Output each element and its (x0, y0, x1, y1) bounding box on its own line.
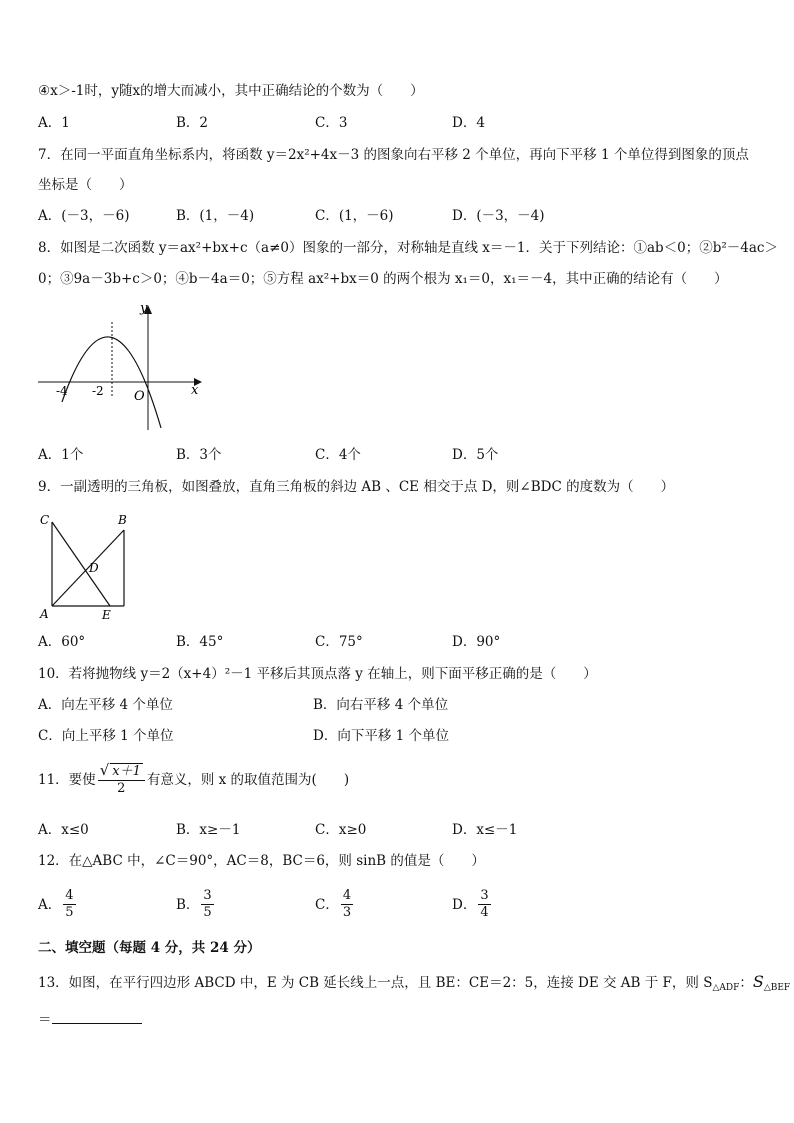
q8-option-c[interactable]: C．4个 (315, 447, 361, 463)
q8-option-d[interactable]: D．5个 (452, 447, 499, 463)
q11-option-a[interactable]: A．x≤0 (38, 822, 89, 838)
q13-question (38, 972, 790, 993)
q8-question-line2: 0；③9a－3b+c＞0；④b－4a＝0；⑤方程 ax²+bx＝0 的两个根为 x₁＝0，x₁＝－4，其中正确的结论有（ ） (38, 271, 728, 287)
q12-option-a-letter: A． (38, 896, 62, 913)
q11-suffix: 有意义，则 x 的取值范围为( ) (146, 771, 350, 788)
tick-label-neg2: -2 (92, 384, 104, 398)
q7-option-a[interactable]: A．(－3，－6) (38, 208, 130, 224)
q12-option-b-den: 5 (203, 905, 212, 920)
q12-option-a-num: 4 (65, 888, 74, 903)
q6-statement-4: ④x＞-1时，y随x的增大而减小，其中正确结论的个数为（ ） (38, 83, 424, 99)
tick-label-neg4: -4 (56, 384, 68, 398)
section-heading-fill-in: 二、填空题（每题 4 分，共 24 分） (38, 940, 261, 956)
q13-answer-blank[interactable] (52, 1011, 142, 1024)
q8-parabola-graph (36, 300, 206, 435)
q11-option-d[interactable]: D．x≤－1 (452, 822, 518, 838)
q11-option-b[interactable]: B．x≥－1 (176, 822, 241, 838)
q12-question: 12．在△ABC 中，∠C＝90°，AC＝8，BC＝6，则 sinB 的值是（ ） (38, 853, 485, 869)
segment-ce (52, 522, 110, 606)
q10-option-a[interactable]: A．向左平移 4 个单位 (38, 697, 173, 713)
point-c-label: C (40, 513, 50, 527)
q9-triangle-figure (34, 508, 144, 626)
q11-numerator: √ x＋1 (98, 762, 145, 781)
q11-denominator: 2 (117, 781, 126, 796)
q10-option-b[interactable]: B．向右平移 4 个单位 (313, 697, 449, 713)
q12-option-a-den: 5 (65, 905, 74, 920)
q12-option-d-num: 3 (480, 888, 489, 903)
x-axis-label: x (191, 383, 199, 398)
q10-option-d[interactable]: D．向下平移 1 个单位 (313, 728, 449, 744)
q10-question: 10．若将抛物线 y＝2（x+4）²－1 平移后其顶点落 y 在轴上，则下面平移正确的是（ ） (38, 666, 597, 682)
q6-option-c[interactable]: C．3 (315, 115, 348, 131)
q12-option-b-fraction (201, 888, 213, 921)
q7-option-b[interactable]: B．(1，－4) (176, 208, 255, 224)
q13-equals: ＝ (38, 1012, 52, 1028)
point-b-label: B (118, 513, 127, 527)
q6-option-b[interactable]: B．2 (176, 115, 209, 131)
q8-option-b[interactable]: B．3个 (176, 447, 222, 463)
q11-question (38, 762, 349, 797)
q13-s2: S (752, 972, 764, 991)
q11-fraction (98, 762, 145, 797)
point-a-label: A (40, 607, 49, 621)
q6-option-d[interactable]: D．4 (452, 115, 485, 131)
q13-sub-adf: △ADF (712, 983, 740, 993)
q12-option-c-num: 4 (342, 888, 352, 903)
q7-option-c[interactable]: C．(1，－6) (315, 208, 394, 224)
q12-option-d-letter: D． (452, 896, 477, 913)
q9-option-c[interactable]: C．75° (315, 634, 363, 650)
y-axis-label: y (140, 301, 148, 316)
origin-label: O (134, 389, 145, 404)
q6-option-a[interactable]: A．1 (38, 115, 70, 131)
q11-radicand: x＋1 (112, 764, 141, 779)
segment-ab (52, 530, 124, 606)
q12-option-b-num: 3 (203, 888, 212, 903)
q9-option-a[interactable]: A．60° (38, 634, 86, 650)
q8-option-a[interactable]: A．1个 (38, 447, 84, 463)
q11-prefix: 11．要使 (38, 771, 96, 788)
q11-option-c[interactable]: C．x≥0 (315, 822, 367, 838)
point-d-label: D (89, 561, 99, 575)
q7-question-line1: 7．在同一平面直角坐标系内，将函数 y＝2x²+4x－3 的图象向右平移 2 个单位，再向下平移 1 个单位得到图象的顶点 (38, 147, 749, 163)
q12-option-a-fraction (63, 888, 75, 921)
q12-option-b-letter: B． (176, 896, 200, 913)
q10-option-c[interactable]: C．向上平移 1 个单位 (38, 728, 174, 744)
q12-option-d-fraction (478, 888, 490, 921)
q12-option-c[interactable] (315, 888, 355, 921)
q9-option-d[interactable]: D．90° (452, 634, 501, 650)
q12-option-d-den: 4 (480, 905, 489, 920)
q12-option-b[interactable] (176, 888, 216, 921)
q13-sub-bef: △BEF (763, 983, 791, 993)
q12-option-c-letter: C． (315, 896, 339, 913)
q12-option-c-fraction (341, 888, 353, 921)
q12-option-c-den: 3 (342, 905, 352, 920)
q9-option-b[interactable]: B．45° (176, 634, 224, 650)
q12-option-a[interactable] (38, 888, 78, 921)
q13-colon: ： (739, 975, 753, 991)
q12-option-d[interactable] (452, 888, 493, 921)
q8-question-line1: 8．如图是二次函数 y＝ax²+bx+c（a≠0）图象的一部分，对称轴是直线 x＝－1．关于下列结论：①ab＜0；②b²－4ac＞ (38, 240, 778, 256)
q7-question-line2: 坐标是（ ） (38, 177, 133, 193)
q9-question: 9．一副透明的三角板，如图叠放，直角三角板的斜边 AB 、CE 相交于点 D，则∠BDC 的度数为（ ） (38, 479, 675, 495)
q13-text: 13．如图，在平行四边形 ABCD 中，E 为 CB 延长线上一点，且 BE：CE＝2：5，连接 DE 交 AB 于 F，则 S (38, 975, 713, 991)
q7-option-d[interactable]: D．(－3，－4) (452, 208, 545, 224)
q13-answer-line (38, 1010, 142, 1030)
point-e-label: E (102, 608, 111, 622)
